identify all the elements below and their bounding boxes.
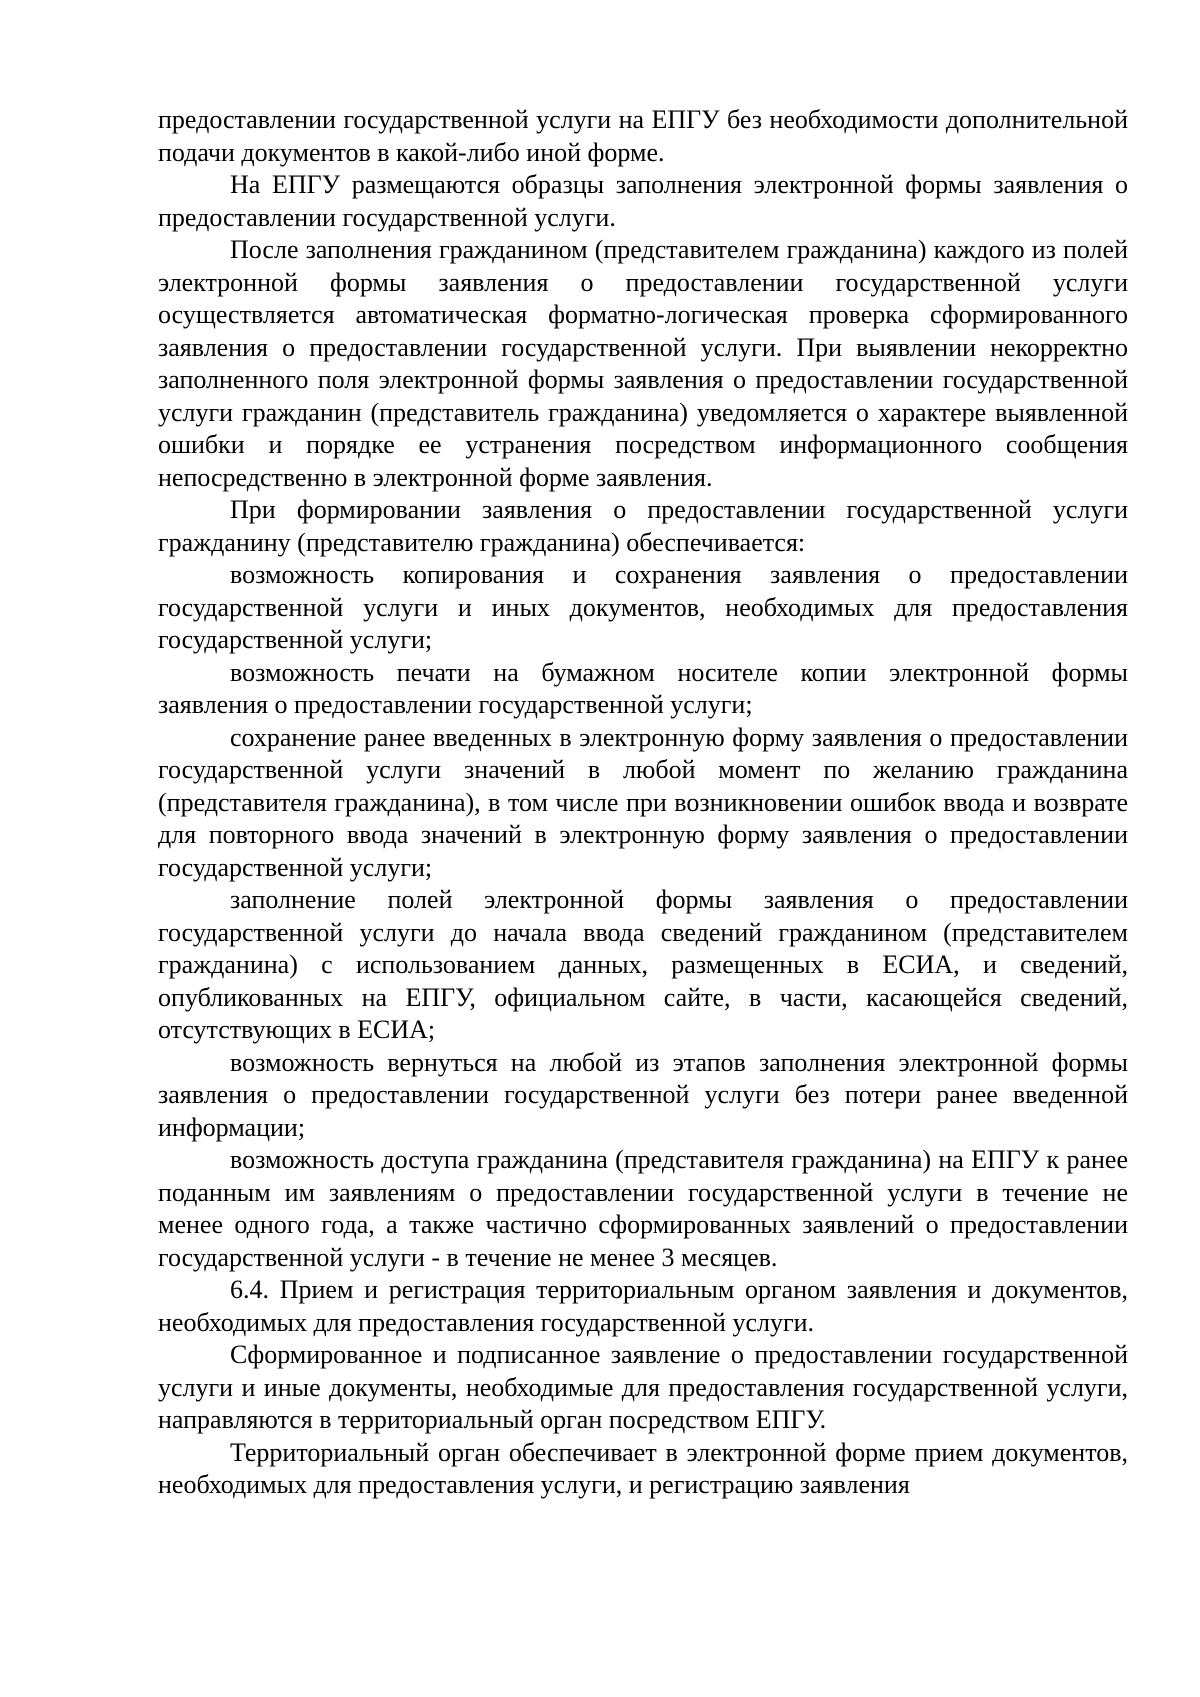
paragraph-format-check: После заполнения гражданином (представителем гражданина) каждого из полей электронной формы заявления о предоставлении государственной услуги осуществляется автоматическая форматно-логическая проверка сформированного заявления о предоставлении государственной услуги. При выявлении некорректно заполненного поля электронной формы заявления о предоставлении государственной услуги гражданин (представитель гражданина) уведомляется о характере выявленной ошибки и порядке ее устранения посредством информационного сообщения непосредственно в электронной форме заявления. bbox=[158, 235, 1128, 492]
document-page bbox=[158, 104, 1128, 1502]
paragraph-section-6-4: 6.4. Прием и регистрация территориальным органом заявления и документов, необходимых для предоставления государственной услуги. bbox=[158, 1275, 1128, 1337]
paragraph-return-step: возможность вернуться на любой из этапов заполнения электронной формы заявления о предоставлении государственной услуги без потери ранее введенной информации; bbox=[158, 1047, 1128, 1142]
paragraph-samples: На ЕПГУ размещаются образцы заполнения электронной формы заявления о предоставлении государственной услуги. bbox=[158, 170, 1128, 232]
paragraph-submission: Сформированное и подписанное заявление о предоставлении государственной услуги и иные документы, необходимые для предоставления государственной услуги, направляются в территориальный орган посредством ЕПГУ. bbox=[158, 1340, 1128, 1434]
paragraph-access-history: возможность доступа гражданина (представителя гражданина) на ЕПГУ к ранее поданным им заявлениям о предоставлении государственной услуги в течение не менее одного года, а также частично сформированных заявлений о предоставлении государственной услуги - в течение не менее 3 месяцев. bbox=[158, 1145, 1128, 1272]
paragraph-provisions-intro: При формировании заявления о предоставлении государственной услуги гражданину (представителю гражданина) обеспечивается: bbox=[158, 495, 1128, 557]
paragraph-continuation: предоставлении государственной услуги на ЕПГУ без необходимости дополнительной подачи документов в какой-либо иной форме. bbox=[158, 105, 1128, 167]
paragraph-save-values: сохранение ранее введенных в электронную форму заявления о предоставлении государственной услуги значений в любой момент по желанию гражданина (представителя гражданина), в том числе при возникновении ошибок ввода и возврате для повторного ввода значений в электронную форму заявления о предоставлении государственной услуги; bbox=[158, 722, 1128, 882]
paragraph-autofill: заполнение полей электронной формы заявления о предоставлении государственной услуги до начала ввода сведений гражданином (представителем гражданина) с использованием данных, размещенных в ЕСИА, и сведений, опубликованных на ЕПГУ, официальном сайте, в части, касающейся сведений, отсутствующих в ЕСИА; bbox=[158, 885, 1128, 1044]
paragraph-registration: Территориальный орган обеспечивает в электронной форме прием документов, необходимых для предоставления услуги, и регистрацию заявления bbox=[158, 1437, 1128, 1499]
paragraph-print: возможность печати на бумажном носителе копии электронной формы заявления о предоставлении государственной услуги; bbox=[158, 657, 1128, 719]
paragraph-copy-save: возможность копирования и сохранения заявления о предоставлении государственной услуги и иных документов, необходимых для предоставления государственной услуги; bbox=[158, 560, 1128, 654]
